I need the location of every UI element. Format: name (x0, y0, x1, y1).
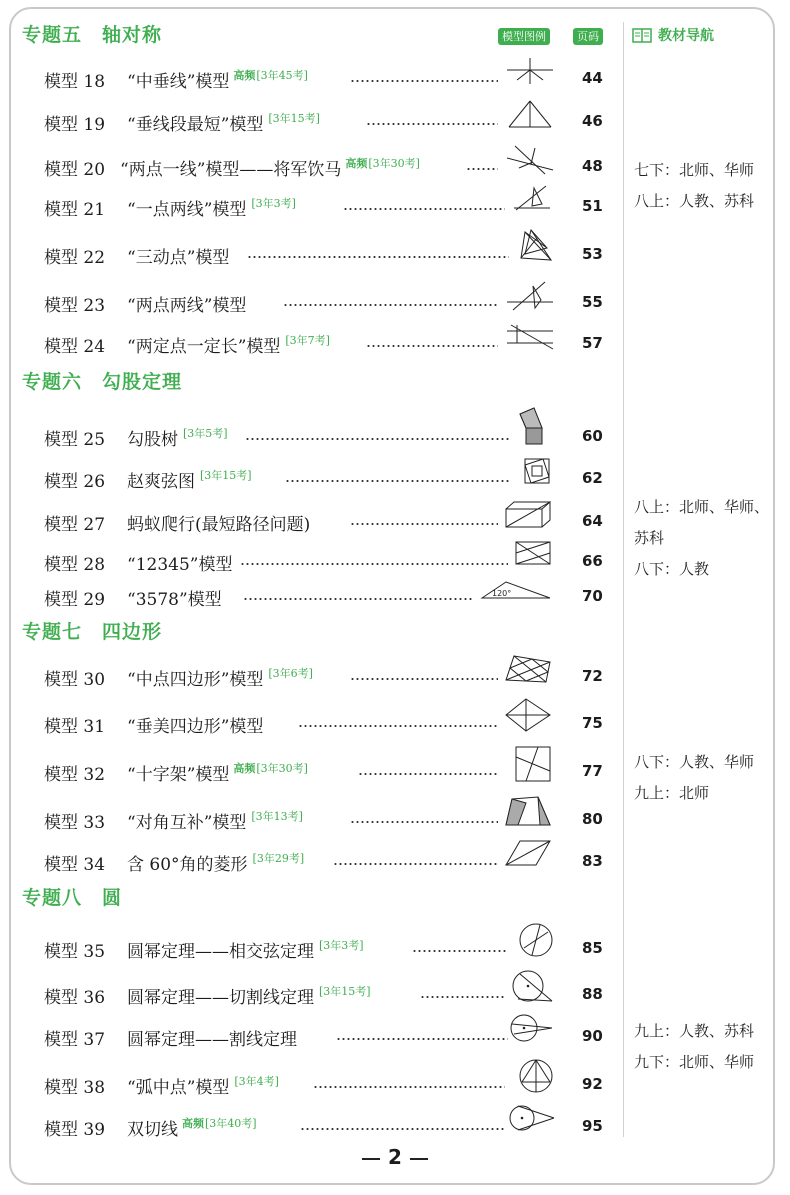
exam-count: [3年4考] (234, 1075, 279, 1088)
section-title-5: 专题五 轴对称 (22, 24, 163, 46)
exam-count: [3年15考] (319, 985, 371, 998)
model-title: 圆幂定理——割线定理 (127, 1030, 297, 1050)
toc-row[interactable] (0, 190, 620, 220)
legend-column-tag: 模型图例 (498, 28, 550, 45)
three-moving-points-icon (517, 228, 555, 266)
model-title: 圆幂定理——相交弦定理 [3年3考] (127, 939, 364, 962)
model-number: 模型 33 (44, 813, 106, 833)
general-horse-icon (505, 144, 555, 178)
pythagoras-tree-icon (517, 406, 551, 446)
model-title: “垂美四边形”模型 (127, 717, 264, 737)
exam-count: [3年5考] (183, 427, 228, 440)
leader-dots (240, 563, 508, 565)
leader-dots (350, 523, 498, 525)
model-number: 模型 27 (44, 515, 106, 535)
section-title-6: 专题六 勾股定理 (22, 371, 183, 393)
cross-square-icon (514, 745, 552, 783)
intersecting-chords-icon (518, 922, 554, 958)
nav-line: 九下：北师、华师 (634, 1053, 755, 1071)
model-number: 模型 21 (44, 200, 106, 220)
model-number: 模型 19 (44, 115, 106, 135)
leader-dots (333, 863, 498, 865)
model-number: 模型 37 (44, 1030, 106, 1050)
frequency-badge: 高频 (345, 157, 368, 170)
model-title: 圆幂定理——切割线定理 [3年15考] (127, 985, 371, 1008)
model-title: 勾股树 [3年5考] (127, 427, 228, 450)
model-number: 模型 34 (44, 855, 106, 875)
exam-count: [3年30考] (256, 762, 308, 775)
textbook-nav-label: 教材导航 (658, 28, 714, 44)
exam-count: [3年29考] (252, 852, 305, 865)
toc-row[interactable] (0, 932, 620, 962)
toc-row[interactable] (0, 978, 620, 1008)
leader-dots (243, 598, 473, 600)
leader-dots (300, 1128, 505, 1130)
model-title: 双切线 $^{高频[3年40考]}$ (127, 1117, 257, 1140)
column-divider (623, 22, 624, 1137)
page-number: 46 (582, 112, 603, 130)
model-title: “垂线段最短”模型 [3年15考] (127, 112, 320, 135)
model-number: 模型 22 (44, 248, 106, 268)
model-number: 模型 39 (44, 1120, 106, 1140)
toc-row[interactable] (0, 1068, 620, 1098)
model-title: “12345”模型 (127, 555, 233, 575)
model-title: 含 60°角的菱形 [3年29考] (127, 852, 305, 875)
page-number: 66 (582, 552, 603, 570)
exam-count: [3年3考] (319, 939, 364, 952)
point-two-lines-icon (512, 184, 552, 216)
nav-line: 九上：人教、苏科 (634, 1022, 755, 1040)
exam-count: [3年7考] (285, 334, 330, 347)
exam-count: [3年40考] (205, 1117, 257, 1130)
page-number: 44 (582, 69, 603, 87)
page-number: 75 (582, 714, 603, 732)
leader-dots (350, 821, 498, 823)
page-number: 90 (582, 1027, 603, 1045)
toc-row[interactable] (0, 327, 620, 357)
toc-row[interactable] (0, 505, 620, 535)
dash-left (362, 1158, 380, 1160)
exam-count: [3年13考] (251, 810, 303, 823)
supplementary-angles-icon (504, 795, 552, 829)
leader-dots (350, 80, 498, 82)
toc-row[interactable] (0, 105, 620, 135)
page-column-tag: 页码 (573, 28, 603, 45)
model-title: “两定点一定长”模型 [3年7考] (127, 334, 330, 357)
model-title: “两点两线”模型 (127, 296, 247, 316)
model-number: 模型 28 (44, 555, 106, 575)
arc-midpoint-icon (518, 1056, 554, 1094)
page-number: 92 (582, 1075, 603, 1093)
nav-line: 八下：人教 (634, 560, 710, 578)
shortest-perpendicular-icon (505, 99, 555, 133)
toc-row[interactable] (0, 845, 620, 875)
leader-dots (420, 996, 505, 998)
frequency-badge: 高频 (233, 762, 256, 775)
secant-icon (508, 1012, 554, 1044)
textbook-nav-header (632, 25, 714, 45)
model-title: “3578”模型 (127, 590, 222, 610)
leader-dots (247, 256, 509, 258)
model-title: 赵爽弦图 [3年15考] (127, 469, 252, 492)
model-number: 模型 29 (44, 590, 106, 610)
leader-dots (466, 168, 498, 170)
toc-row[interactable] (0, 660, 620, 690)
page-number: 88 (582, 985, 603, 1003)
exam-count: [3年30考] (368, 157, 420, 170)
model-number: 模型 23 (44, 296, 106, 316)
page-number: 64 (582, 512, 603, 530)
leader-dots (343, 208, 505, 210)
nav-line: 苏科 (634, 529, 665, 547)
toc-row[interactable] (0, 707, 620, 737)
model-number: 模型 26 (44, 472, 106, 492)
midpoint-quadrilateral-icon (504, 654, 552, 686)
model-number: 模型 30 (44, 670, 106, 690)
model-title: “一点两线”模型 [3年3考] (127, 197, 296, 220)
model-number: 模型 35 (44, 942, 106, 962)
book-icon (632, 28, 652, 43)
model-number: 模型 31 (44, 717, 106, 737)
nav-block-6 (634, 492, 769, 585)
nav-block-8 (634, 1016, 754, 1078)
leader-dots (313, 1086, 505, 1088)
page-number: 51 (582, 197, 603, 215)
toc-row[interactable] (0, 1020, 620, 1050)
toc-row[interactable] (0, 803, 620, 833)
toc-row[interactable] (0, 462, 620, 492)
model-number: 模型 24 (44, 337, 106, 357)
page-number: 62 (582, 469, 603, 487)
footer-page-number: 2 (388, 1145, 402, 1169)
leader-dots (366, 345, 498, 347)
page-number: 48 (582, 157, 603, 175)
page-number: 70 (582, 587, 603, 605)
leader-dots (366, 123, 498, 125)
nav-line: 七下：北师、华师 (634, 161, 755, 179)
leader-dots (298, 725, 498, 727)
perpendicular-bisector-icon (505, 56, 555, 88)
model-title: “两点一线”模型——将军饮马 $^{高频[3年30考]}$ (120, 157, 420, 180)
toc-row[interactable] (0, 420, 620, 450)
page-number: 80 (582, 810, 603, 828)
rectangle-diagonals-icon (514, 539, 554, 569)
toc-row[interactable] (0, 545, 620, 575)
toc-row[interactable] (0, 1110, 620, 1140)
model-number: 模型 32 (44, 765, 106, 785)
page-number: 55 (582, 293, 603, 311)
nav-line: 八上：北师、华师、 (634, 498, 770, 516)
page-number: 83 (582, 852, 603, 870)
page-footer (0, 1145, 790, 1169)
nav-block-7 (634, 747, 754, 809)
leader-dots (283, 304, 498, 306)
toc-row[interactable] (0, 580, 620, 610)
dash-right (410, 1158, 428, 1160)
model-number: 模型 38 (44, 1078, 106, 1098)
page-number: 77 (582, 762, 603, 780)
model-number: 模型 25 (44, 430, 106, 450)
page-number: 57 (582, 334, 603, 352)
rhombus-icon (504, 839, 552, 869)
exam-count: [3年15考] (268, 112, 320, 125)
model-title: “弧中点”模型 [3年4考] (127, 1075, 279, 1098)
toc-row[interactable] (0, 62, 620, 92)
exam-count: [3年3考] (251, 197, 296, 210)
perpendicular-diagonal-quad-icon (504, 697, 552, 733)
svg-text:120°: 120° (492, 589, 512, 598)
toc-row[interactable] (0, 238, 620, 268)
model-title: “三动点”模型 (127, 248, 230, 268)
leader-dots (350, 678, 498, 680)
model-number: 模型 36 (44, 988, 106, 1008)
nav-line: 九上：北师 (634, 784, 710, 802)
page-number: 53 (582, 245, 603, 263)
section-title-8: 专题八 圆 (22, 887, 123, 909)
model-title: “中垂线”模型 $^{高频[3年45考]}$ (127, 69, 308, 92)
two-tangents-icon (508, 1102, 556, 1134)
tangent-secant-icon (510, 968, 554, 1006)
exam-count: [3年15考] (200, 469, 252, 482)
model-title: “十字架”模型 $^{高频[3年30考]}$ (127, 762, 308, 785)
frequency-badge: 高频 (233, 69, 256, 82)
two-points-two-lines-icon (505, 280, 555, 314)
model-title: 蚂蚁爬行(最短路径问题) (127, 515, 311, 535)
model-title: “中点四边形”模型 [3年6考] (127, 667, 313, 690)
model-number: 模型 18 (44, 72, 106, 92)
leader-dots (285, 480, 510, 482)
toc-row[interactable] (0, 286, 620, 316)
cuboid-icon (504, 499, 552, 531)
exam-count: [3年45考] (256, 69, 308, 82)
leader-dots (245, 438, 510, 440)
page-number: 85 (582, 939, 603, 957)
exam-count: [3年6考] (268, 667, 313, 680)
page-number: 72 (582, 667, 603, 685)
page-number: 95 (582, 1117, 603, 1135)
nav-line: 八上：人教、苏科 (634, 192, 755, 210)
toc-row[interactable] (0, 755, 620, 785)
frequency-badge: 高频 (182, 1117, 204, 1130)
zhao-shuang-icon (522, 456, 552, 486)
nav-line: 八下：人教、华师 (634, 753, 755, 771)
page-number: 60 (582, 427, 603, 445)
section-title-7: 专题七 四边形 (22, 621, 163, 643)
triangle-120-icon (480, 576, 552, 604)
toc-row[interactable] (0, 150, 620, 180)
leader-dots (412, 950, 507, 952)
fixed-length-icon (505, 321, 555, 353)
model-number: 模型 20 (44, 160, 106, 180)
leader-dots (358, 773, 498, 775)
leader-dots (336, 1038, 508, 1040)
model-title: “对角互补”模型 [3年13考] (127, 810, 303, 833)
nav-block-5 (634, 155, 754, 217)
